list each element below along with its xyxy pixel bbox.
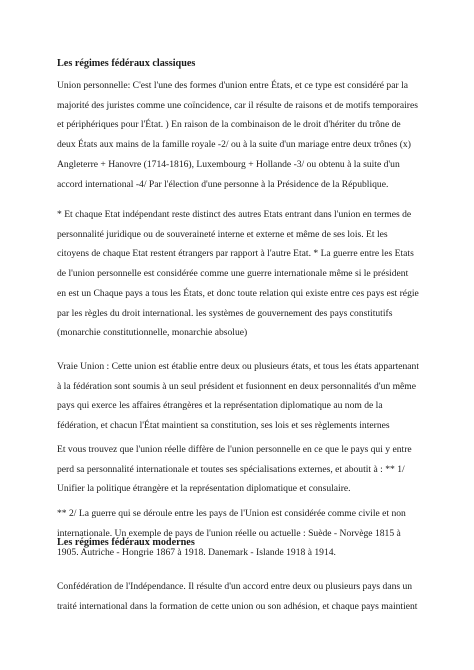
paragraph-etat-independant bbox=[57, 205, 424, 343]
text-line: par les règles du droit international. les systèmes de gouvernement des pays constitutifs bbox=[57, 307, 393, 319]
text-line: 1905. Autriche - Hongrie 1867 à 1918. Danemark - Islande 1918 à 1914. bbox=[57, 547, 336, 559]
text-line: Union personnelle: C'est l'une des formes d'union entre États, et ce type est considéré par la bbox=[57, 80, 408, 91]
text-line: Angleterre + Hanovre (1714-1816), Luxembourg + Hollande -3/ ou obtenu à la suite d'un bbox=[57, 158, 400, 170]
text-line: ** 2/ La guerre qui se déroule entre les pays de l'Union est considérée comme civile et non bbox=[57, 508, 406, 519]
text-line: personnalité juridique ou de souveraineté interne et externe et même de ses lois. Et les bbox=[57, 228, 388, 240]
text-line: Et vous trouvez que l'union réelle diffère de l'union personnelle en ce que le pays qui y entre bbox=[57, 444, 412, 455]
section-heading-modern: Les régimes fédéraux modernes bbox=[57, 537, 195, 548]
text-line: Unifier la politique étrangère et la représentation diplomatique et consulaire. bbox=[57, 483, 351, 495]
text-line: (monarchie constitutionnelle, monarchie absolue) bbox=[57, 327, 248, 339]
paragraph-vraie-union bbox=[57, 357, 424, 436]
text-line: fédération, et chacun l'État maintient sa constitution, ses lois et ses règlements internes bbox=[57, 420, 390, 432]
text-line: * Et chaque Etat indépendant reste distinct des autres Etats entrant dans l'union en termes de bbox=[57, 209, 412, 220]
text-line: à la fédération sont soumis à un seul président et fusionnent en deux personnalités d'un même bbox=[57, 380, 417, 392]
text-line: de l'union personnelle est considérée comme une guerre internationale même si le président bbox=[57, 268, 409, 280]
text-line: citoyens de chaque Etat restent étrangers par rapport à l'autre Etat. * La guerre entre les Etats bbox=[57, 248, 414, 260]
text-line: Vraie Union : Cette union est établie entre deux ou plusieurs états, et tous les états appartenant bbox=[57, 361, 420, 372]
text-line: deux États aux mains de la famille royale -2/ ou à la suite d'un mariage entre deux trônes (x) bbox=[57, 139, 411, 151]
paragraph-union-personnelle bbox=[57, 76, 424, 194]
paragraph-union-reelle bbox=[57, 440, 424, 499]
text-line: perd sa personnalité internationale et toutes ses spécialisations externes, et aboutit à : ** 1/ bbox=[57, 463, 405, 475]
text-line: et périphériques pour l'État. ) En raison de la combinaison de le droit d'hériter du trône de bbox=[57, 119, 401, 131]
text-line: traité international dans la formation de cette union ou son adhésion, et chaque pays maintient bbox=[57, 600, 418, 612]
text-line: pays qui exerce les affaires étrangères et la représentation diplomatique au nom de la bbox=[57, 400, 383, 412]
text-line: accord international -4/ Par l'élection d'une personne à la Présidence de la République. bbox=[57, 178, 389, 190]
text-line: Confédération de l'Indépendance. Il résulte d'un accord entre deux ou plusieurs pays dans un bbox=[57, 581, 413, 592]
text-line: majorité des juristes comme une coïncidence, car il résulte de raisons et de motifs temporaires bbox=[57, 99, 418, 111]
paragraph-confederation bbox=[57, 577, 424, 616]
section-heading-classic: Les régimes fédéraux classiques bbox=[57, 58, 196, 69]
text-line: en est un Chaque pays a tous les États, et donc toute relation qui existe entre ces pays est régie bbox=[57, 287, 419, 299]
text-line: internationale. Un exemple de pays de l'union réelle ou actuelle : Suède - Norvège 1815 à bbox=[57, 527, 401, 539]
paragraph-guerre-civile bbox=[57, 504, 424, 563]
